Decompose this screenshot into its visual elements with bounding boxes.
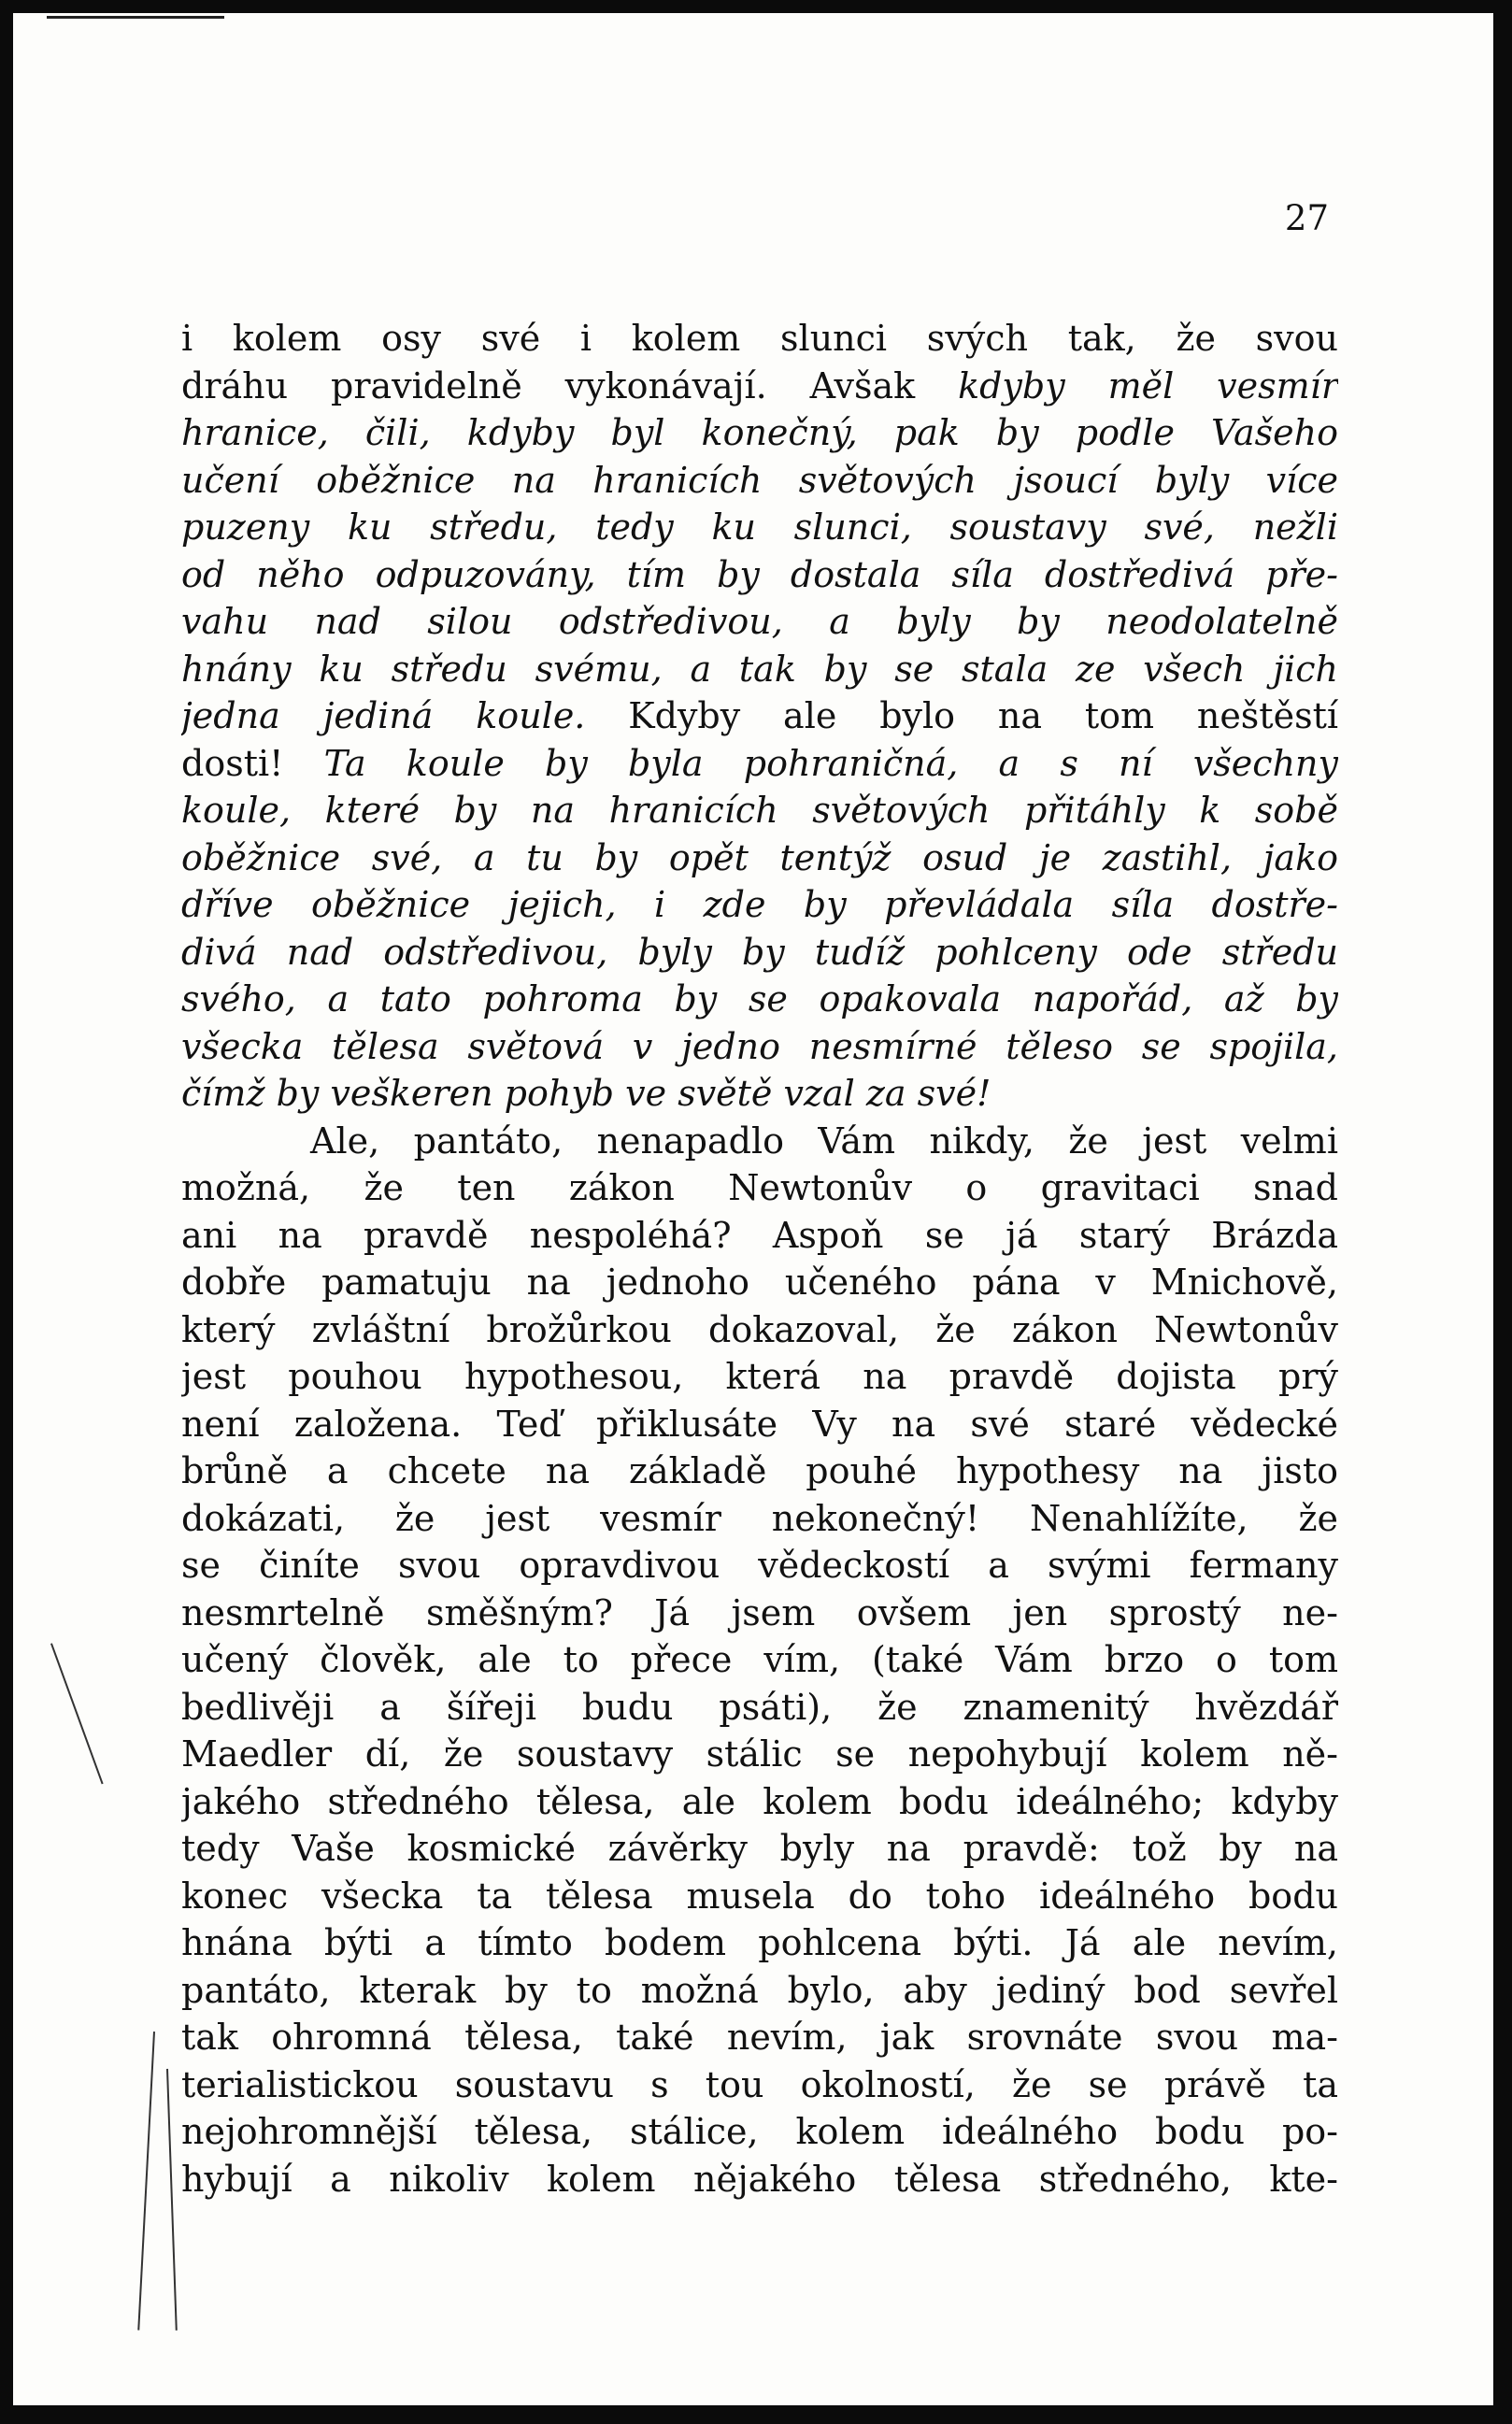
text-line: koule, které by na hranicích světových přitáhly k sobě xyxy=(181,790,1338,831)
text-line: nesmrtelně směšným? Já jsem ovšem jen sprostý ne- xyxy=(181,1591,1338,1633)
book-page xyxy=(13,13,1493,2405)
text-line: divá nad odstředivou, byly by tudíž pohlceny ode středu xyxy=(181,931,1338,973)
text-line: učený člověk, ale to přece vím, (také Vám brzo o tom xyxy=(181,1639,1338,1680)
text-line: i kolem osy své i kolem slunci svých tak, že svou xyxy=(181,318,1338,359)
text-line: puzeny ku středu, tedy ku slunci, soustavy své, nežli xyxy=(181,506,1338,548)
text-line: hnána býti a tímto bodem pohlcena býti. Já ale nevím, xyxy=(181,1922,1338,1963)
text-line: všecka tělesa světová v jedno nesmírné těleso se spojila, xyxy=(181,1025,1338,1067)
margin-pencil-mark xyxy=(50,1643,104,1784)
margin-pencil-mark xyxy=(137,2032,155,2331)
text-segment-italic: Ta koule by byla pohraničná, a s ní všechny xyxy=(323,742,1338,784)
text-line xyxy=(181,363,1338,410)
text-line: dobře pamatuju na jednoho učeného pána v Mnichově, xyxy=(181,1262,1338,1303)
text-line: hybují a nikoliv kolem nějakého tělesa středného, kte- xyxy=(181,2158,1338,2200)
text-segment: Kdyby ale bylo na tom neštěstí xyxy=(628,695,1338,736)
text-line: pantáto, kterak by to možná bylo, aby jediný bod sevřel xyxy=(181,1969,1338,2011)
top-rule xyxy=(47,16,224,19)
text-line: jest pouhou hypothesou, která na pravdě dojista prý xyxy=(181,1356,1338,1397)
text-line: nejohromnější tělesa, stálice, kolem ideálného bodu po- xyxy=(181,2111,1338,2152)
text-line: možná, že ten zákon Newtonův o gravitaci snad xyxy=(181,1167,1338,1208)
text-line: od něho odpuzovány, tím by dostala síla dostředivá pře- xyxy=(181,553,1338,595)
text-line: Maedler dí, že soustavy stálic se nepohybují kolem ně- xyxy=(181,1733,1338,1775)
text-line: čímž by veškeren pohyb ve světě vzal za své! xyxy=(181,1073,991,1114)
text-line: není založena. Teď přiklusáte Vy na své staré vědecké xyxy=(181,1403,1338,1445)
text-line: hnány ku středu svému, a tak by se stala ze všech jich xyxy=(181,648,1338,690)
text-line: dokázati, že jest vesmír nekonečný! Nenahlížíte, že xyxy=(181,1497,1338,1539)
text-segment-italic: kdyby měl vesmír xyxy=(958,364,1338,406)
text-line: tak ohromná tělesa, také nevím, jak srovnáte svou ma- xyxy=(181,2017,1338,2058)
text-line: ani na pravdě nespoléhá? Aspoň se já starý Brázda xyxy=(181,1214,1338,1256)
text-line xyxy=(181,692,1338,740)
text-line: bedlivěji a šířeji budu psáti), že znamenitý hvězdář xyxy=(181,1686,1338,1728)
text-line: terialistickou soustavu s tou okolností, že se právě ta xyxy=(181,2063,1338,2105)
margin-pencil-mark xyxy=(166,2069,178,2331)
text-line: oběžnice své, a tu by opět tentýž osud je zastihl, jako xyxy=(181,836,1338,878)
text-line: se činíte svou opravdivou vědeckostí a svými fermany xyxy=(181,1545,1338,1586)
text-segment: dosti! xyxy=(181,742,324,784)
body-text xyxy=(181,315,1338,2203)
text-line xyxy=(181,740,1338,788)
text-segment: dráhu pravidelně vykonávají. Avšak xyxy=(181,364,959,406)
text-line: hranice, čili, kdyby byl konečný, pak by podle Vašeho xyxy=(181,412,1338,453)
text-line: svého, a tato pohroma by se opakovala napořád, až by xyxy=(181,978,1338,1020)
text-line: učení oběžnice na hranicích světových jsoucí byly více xyxy=(181,459,1338,501)
text-line: tedy Vaše kosmické závěrky byly na pravdě: tož by na xyxy=(181,1828,1338,1869)
text-segment-italic: jedna jediná koule. xyxy=(181,695,629,736)
text-line: který zvláštní brožůrkou dokazoval, že zákon Newtonův xyxy=(181,1308,1338,1350)
text-line: jakého středného tělesa, ale kolem bodu ideálného; kdyby xyxy=(181,1780,1338,1822)
text-line: Ale, pantáto, nenapadlo Vám nikdy, že jest velmi xyxy=(310,1119,1338,1162)
text-line: vahu nad silou odstředivou, a byly by neodolatelně xyxy=(181,601,1338,642)
text-line: dříve oběžnice jejich, i zde by převládala síla dostře- xyxy=(181,884,1338,925)
text-line: konec všecka ta tělesa musela do toho ideálného bodu xyxy=(181,1875,1338,1917)
text-line: brůně a chcete na základě pouhé hypothesy na jisto xyxy=(181,1450,1338,1491)
page-number: 27 xyxy=(1284,198,1329,238)
